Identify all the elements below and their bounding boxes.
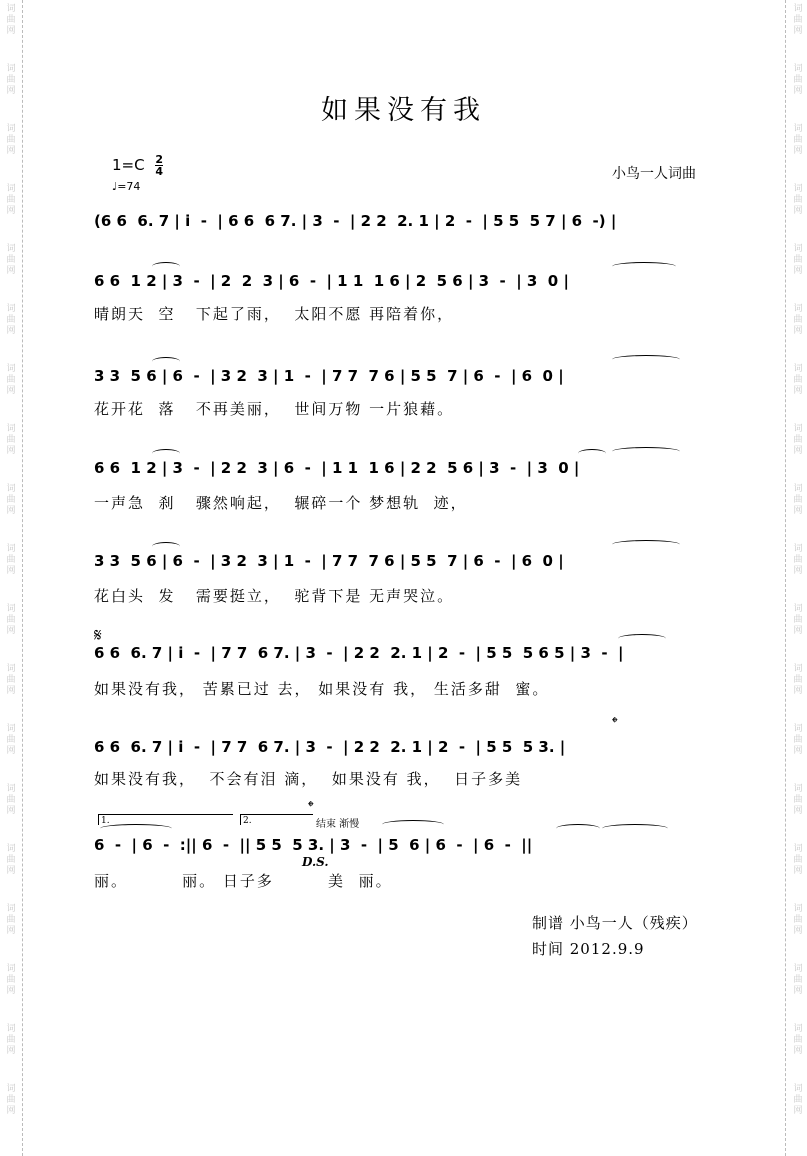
watermark-text: 词 曲 网 xyxy=(793,1084,803,1116)
segno-sign: 𝄋 xyxy=(94,625,102,646)
watermark-text: 词 曲 网 xyxy=(6,124,16,156)
watermark-text: 词 曲 网 xyxy=(793,664,803,696)
slur-mark xyxy=(612,262,676,271)
tempo-mark: ♩=74 xyxy=(112,180,141,193)
score-line-3 xyxy=(94,457,732,483)
watermark-text: 词 曲 网 xyxy=(793,184,803,216)
lyric-line-4: 花白头 发 需要挺立， 驼背下是 无声哭泣。 xyxy=(94,587,455,605)
watermark-text: 词 曲 网 xyxy=(6,1024,16,1056)
slur-mark xyxy=(578,449,606,458)
watermark-text: 词 曲 网 xyxy=(793,784,803,816)
slur-mark xyxy=(612,447,680,456)
dal-segno-mark: D.S. xyxy=(302,855,329,869)
watermark-text: 词 曲 网 xyxy=(793,4,803,36)
watermark-text: 词 曲 网 xyxy=(6,904,16,936)
score-line-1 xyxy=(94,270,732,296)
watermark-text: 词 曲 网 xyxy=(6,244,16,276)
watermark-text: 词 曲 网 xyxy=(793,604,803,636)
right-margin-line xyxy=(785,0,787,1156)
lyric-line-2: 花开花 落 不再美丽， 世间万物 一片狼藉。 xyxy=(94,400,455,418)
slur-mark xyxy=(152,262,180,271)
slur-mark xyxy=(100,824,172,833)
key-text: 1=C xyxy=(112,156,145,174)
watermark-text: 词 曲 网 xyxy=(6,604,16,636)
slur-mark xyxy=(152,357,180,366)
left-margin-line xyxy=(22,0,24,1156)
slur-mark xyxy=(612,355,680,364)
score-line-5 xyxy=(94,642,732,668)
lyric-line-7: 丽。 丽。 日子多 美 丽。 xyxy=(94,872,393,890)
notes-line-5: 6 6 6. 7 | i - | 7 7 6 7. | 3 - | 2 2 2. 1 | 2 - | 5 5 5 6 5 | 3 - | xyxy=(94,644,624,662)
date-credit: 时间 2012.9.9 xyxy=(532,940,645,958)
time-signature xyxy=(155,154,163,177)
watermark-text: 词 曲 网 xyxy=(6,424,16,456)
slur-mark xyxy=(612,540,680,549)
watermark-text: 词 曲 网 xyxy=(793,364,803,396)
score-line-6 xyxy=(94,736,732,762)
watermark-text: 词 曲 网 xyxy=(6,1084,16,1116)
score-line-0 xyxy=(94,210,732,236)
slur-mark xyxy=(382,820,444,829)
key-signature xyxy=(112,154,163,177)
watermark-text: 词 曲 网 xyxy=(793,484,803,516)
watermark-text: 词 曲 网 xyxy=(793,964,803,996)
score-line-2 xyxy=(94,365,732,391)
watermark-text: 词 曲 网 xyxy=(793,904,803,936)
watermark-text: 词 曲 网 xyxy=(6,4,16,36)
lyric-line-5: 如果没有我， 苦累已过 去， 如果没有 我， 生活多甜 蜜。 xyxy=(94,680,550,698)
notes-line-3: 6 6 1 2 | 3 - | 2 2 3 | 6 - | 1 1 1 6 | 2 2 5 6 | 3 - | 3 0 | xyxy=(94,459,580,477)
watermark-text: 词 曲 网 xyxy=(6,184,16,216)
slur-mark xyxy=(152,542,180,551)
notes-line-0: (6 6 6. 7 | i - | 6 6 6 7. | 3 - | 2 2 2. 1 | 2 - | 5 5 5 7 | 6 -) | xyxy=(94,212,617,230)
slur-mark xyxy=(556,824,600,833)
watermark-text: 词 曲 网 xyxy=(793,124,803,156)
arranger-credit: 制谱 小鸟一人（残疾） xyxy=(532,914,698,932)
watermark-text: 词 曲 网 xyxy=(793,304,803,336)
ending-tempo-text: 结束 渐慢 xyxy=(316,819,360,830)
watermark-text: 词 曲 网 xyxy=(793,244,803,276)
watermark-text: 词 曲 网 xyxy=(6,64,16,96)
watermark-text: 词 曲 网 xyxy=(6,964,16,996)
watermark-text: 词 曲 网 xyxy=(793,844,803,876)
score-line-7 xyxy=(94,834,732,860)
coda-sign-1: 𝄌 xyxy=(612,713,618,732)
watermark-text: 词 曲 网 xyxy=(6,724,16,756)
notes-line-7: 6 - | 6 - :|| 6 - || 5 5 5 3. | 3 - | 5 6 | 6 - | 6 - || xyxy=(94,836,533,854)
score-line-4 xyxy=(94,550,732,576)
notes-line-6: 6 6 6. 7 | i - | 7 7 6 7. | 3 - | 2 2 2. 1 | 2 - | 5 5 5 3. | xyxy=(94,738,566,756)
time-numerator: 2 xyxy=(155,153,164,166)
coda-sign-2: 𝄌 xyxy=(308,797,314,816)
watermark-text: 词 曲 网 xyxy=(793,1024,803,1056)
watermark-text: 词 曲 网 xyxy=(6,304,16,336)
song-title: 如果没有我 xyxy=(321,95,486,126)
time-denominator: 4 xyxy=(155,165,164,178)
watermark-text: 词 曲 网 xyxy=(6,484,16,516)
watermark-text: 词 曲 网 xyxy=(6,364,16,396)
slur-mark xyxy=(152,449,180,458)
lyric-line-1: 晴朗天 空 下起了雨， 太阳不愿 再陪着你， xyxy=(94,305,455,323)
notes-line-1: 6 6 1 2 | 3 - | 2 2 3 | 6 - | 1 1 1 6 | 2 5 6 | 3 - | 3 0 | xyxy=(94,272,569,290)
volta-bracket-2: 2. xyxy=(240,814,313,825)
notes-line-4: 3 3 5 6 | 6 - | 3 2 3 | 1 - | 7 7 7 6 | 5 5 7 | 6 - | 6 0 | xyxy=(94,552,564,570)
watermark-text: 词 曲 网 xyxy=(793,64,803,96)
watermark-text: 词 曲 网 xyxy=(793,724,803,756)
volta-bracket-1: 1. xyxy=(98,814,233,825)
slur-mark xyxy=(602,824,668,833)
notes-line-2: 3 3 5 6 | 6 - | 3 2 3 | 1 - | 7 7 7 6 | 5 5 7 | 6 - | 6 0 | xyxy=(94,367,564,385)
slur-mark xyxy=(618,634,666,643)
lyric-line-6: 如果没有我， 不会有泪 滴， 如果没有 我， 日子多美 xyxy=(94,770,523,788)
watermark-text: 词 曲 网 xyxy=(793,424,803,456)
watermark-text: 词 曲 网 xyxy=(6,844,16,876)
watermark-text: 词 曲 网 xyxy=(793,544,803,576)
author-credit: 小鸟一人词曲 xyxy=(612,166,696,182)
watermark-text: 词 曲 网 xyxy=(6,664,16,696)
watermark-text: 词 曲 网 xyxy=(6,544,16,576)
watermark-text: 词 曲 网 xyxy=(6,784,16,816)
lyric-line-3: 一声急 刹 骤然响起， 辗碎一个 梦想轨 迹， xyxy=(94,494,468,512)
